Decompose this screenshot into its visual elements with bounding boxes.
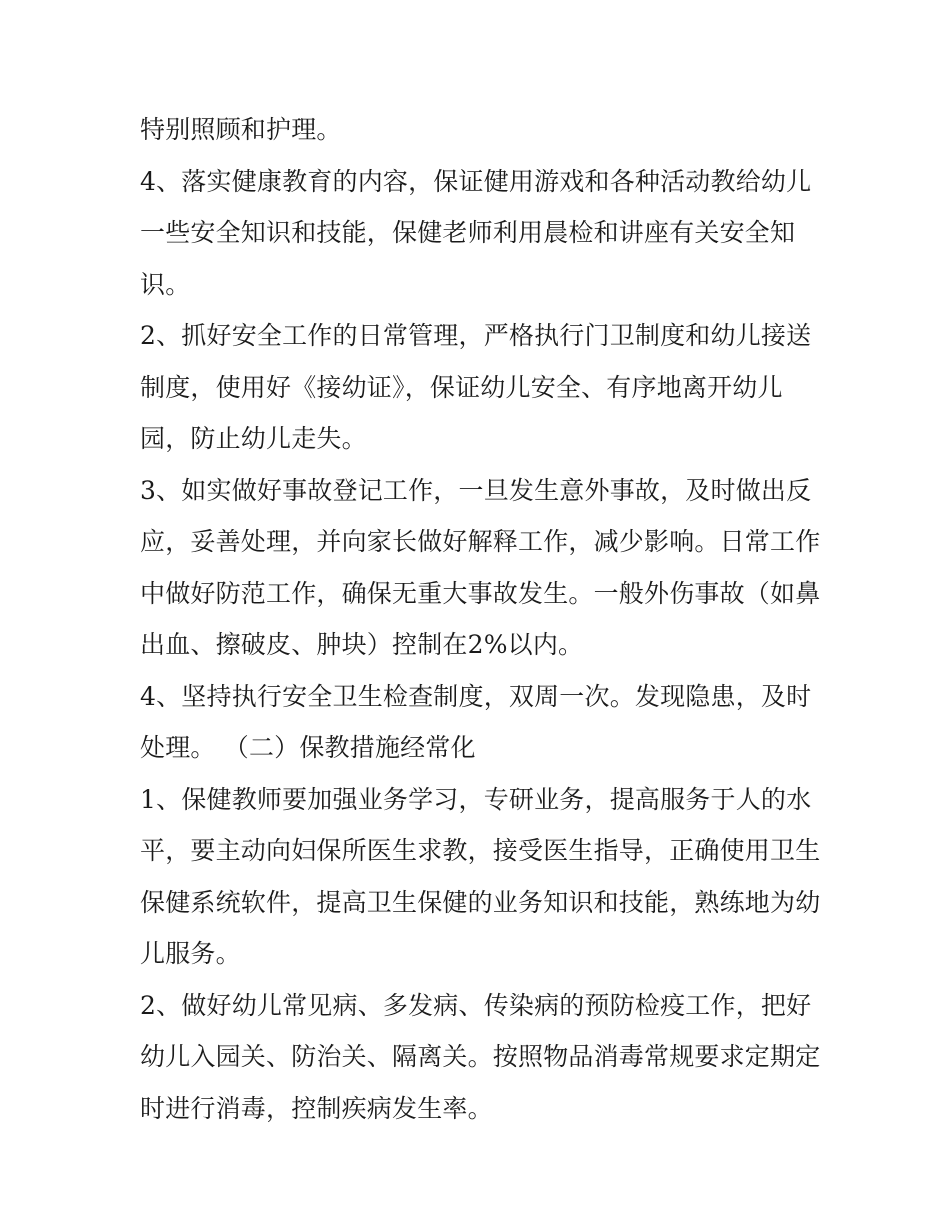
text-line-14: 1、保健教师要加强业务学习，专研业务，提高服务于人的水 bbox=[140, 784, 812, 814]
text-line-19: 幼儿入园关、防治关、隔离关。按照物品消毒常规要求定期定 bbox=[140, 1042, 820, 1071]
text-line-17: 儿服务。 bbox=[140, 939, 241, 968]
text-line-5: 2、抓好安全工作的日常管理，严格执行门卫制度和幼儿接送 bbox=[140, 321, 812, 350]
text-line-13: 处理。 （二）保教措施经常化 bbox=[140, 733, 476, 762]
text-line-3: 一些安全知识和技能，保健老师利用晨检和讲座有关安全知 bbox=[140, 218, 796, 247]
text-line-9: 应，妥善处理，并向家长做好解释工作，减少影响。日常工作 bbox=[140, 527, 820, 556]
text-line-20: 时进行消毒，控制疾病发生率。 bbox=[140, 1093, 493, 1123]
text-line-16: 保健系统软件，提高卫生保健的业务知识和技能，熟练地为幼 bbox=[140, 887, 820, 917]
document-body bbox=[140, 104, 820, 1134]
text-line-4: 识。 bbox=[140, 269, 191, 299]
text-line-15: 平，要主动向妇保所医生求教，接受医生指导，正确使用卫生 bbox=[140, 836, 820, 865]
text-line-6: 制度，使用好《接幼证》，保证幼儿安全、有序地离开幼儿 bbox=[140, 372, 783, 402]
text-line-18: 2、做好幼儿常见病、多发病、传染病的预防检疫工作，把好 bbox=[140, 990, 812, 1020]
text-line-2: 4、落实健康教育的内容，保证健用游戏和各种活动教给幼儿 bbox=[140, 166, 812, 196]
text-line-1: 特别照顾和护理。 bbox=[140, 115, 342, 144]
text-line-8: 3、如实做好事故登记工作，一旦发生意外事故，及时做出反 bbox=[140, 475, 812, 505]
text-line-10: 中做好防范工作，确保无重大事故发生。一般外伤事故（如鼻 bbox=[140, 578, 820, 608]
text-line-12: 4、坚持执行安全卫生检查制度，双周一次。发现隐患，及时 bbox=[140, 681, 812, 711]
text-line-7: 园，防止幼儿走失。 bbox=[140, 424, 367, 453]
text-line-11: 出血、擦破皮、肿块）控制在2%以内。 bbox=[140, 630, 584, 659]
